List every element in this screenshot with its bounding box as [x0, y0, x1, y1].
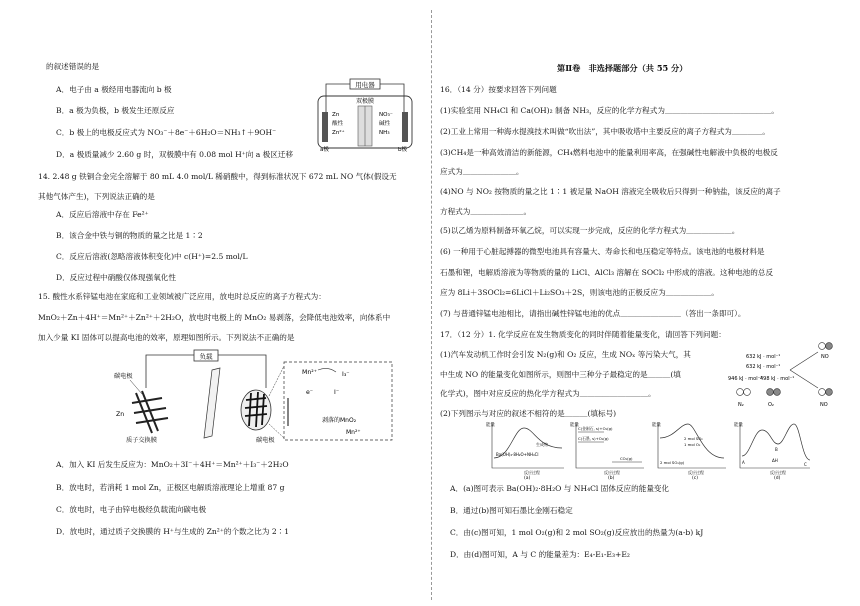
q13-battery-diagram	[306, 78, 424, 152]
graph-c-caption: (c)	[692, 476, 698, 481]
q15-battery-diagram	[106, 348, 396, 446]
q16-item-4-cont: 方程式为＿＿＿＿＿＿＿。	[440, 207, 532, 216]
q14-option-d: D．反应过程中硝酸仅体现强氧化性	[56, 273, 176, 282]
q16-item-3: (3)CH₄是一种高效清洁的新能源，CH₄燃料电池中的能量利用率高，在强碱性电解液中负极的电极反	[440, 148, 778, 157]
q13-acid-label: 酸性	[332, 121, 344, 127]
graph-b-x-label: 反应过程	[604, 470, 620, 475]
graph-a	[486, 421, 564, 481]
q17-part1-line2: 中生成 NO 的能量变化如图所示，则图中三种分子最稳定的是＿＿＿(填	[440, 370, 681, 379]
q13-stem-tail: 的叙述错误的是	[46, 62, 100, 71]
graph-a-y-label: 能量	[486, 423, 495, 428]
graph-b-co2-label: CO₂(g)	[620, 456, 633, 461]
q15-mn-ion-label: Mn²⁺	[302, 369, 318, 376]
q14-option-c: C．反应后溶液(忽略溶液体积变化)中 c(H⁺)=2.5 mol/L	[56, 252, 248, 261]
graph-d-x-label: 反应过程	[770, 470, 786, 475]
graph-b-diamond-label: C(金刚石, s)+O₂(g)	[578, 426, 613, 431]
graph-d-b-label: B	[775, 447, 778, 452]
q13-a-electrode-label: a极	[320, 147, 330, 153]
energy-no-top-label: NO	[821, 354, 829, 360]
graph-d-y-label: 能量	[734, 423, 743, 428]
q15-carbon-electrode-2-label: 碳电极	[256, 437, 275, 444]
q13-zn-label: Zn	[332, 112, 340, 118]
q16-item-5: (5)以乙烯为原料制备环氧乙烷，可以实现一步完成，反应的化学方程式为＿＿＿＿＿＿。	[440, 226, 740, 235]
graph-c-so2-label: 2 mol SO₂	[684, 436, 703, 441]
q15-iodide-label: I⁻	[334, 389, 340, 396]
graph-d-a-label: A	[742, 460, 745, 465]
q15-stem-line3: 加入少量 KI 固体可以提高电池的效率，原理如图所示。下列说法不正确的是	[38, 333, 295, 342]
q17-part2: (2)下列图示与对应的叙述不相符的是＿＿＿(填标号)	[440, 409, 617, 418]
graph-d-dh-label: ΔH	[772, 458, 778, 463]
q17-option-d: D．由(d)图可知，A 与 C 的能量差为：E₄-E₁-E₃+E₂	[450, 550, 630, 559]
graph-c-o2-label: 1 mol O₂	[684, 442, 701, 447]
graph-c-x-label: 反应过程	[688, 470, 704, 475]
graph-a-product-label: 生成物	[536, 442, 548, 447]
q17-part1-line1: (1)汽车发动机工作时会引发 N₂(g)和 O₂ 反应，生成 NOₓ 等污染大气，其	[440, 350, 691, 359]
q15-membrane-label: 质子交换膜	[126, 437, 157, 444]
q16-item-6: (6) 一种用于心脏起搏器的微型电池具有容量大、寿命长和电压稳定等特点。该电池的电极材料是	[440, 247, 765, 256]
q16-item-6-cont2: 应为 8Li＋3SOCl₂=6LiCl＋Li₂SO₃＋2S，则该电池的正极反应为＿＿＿＿＿＿。	[440, 288, 719, 297]
energy-label-2: 632 kJ · mol⁻¹	[746, 364, 781, 370]
q15-electron-label: e⁻	[306, 389, 314, 396]
graph-a-caption: (a)	[524, 476, 531, 481]
q15-peeled-mno2-label: 剥落的MnO₂	[322, 417, 357, 424]
q14-option-a: A．反应后溶液中存在 Fe²⁺	[56, 210, 149, 219]
graph-c	[652, 421, 726, 481]
q16-item-6-cont1: 石墨和锂，电解质溶液为等物质的量的 LiCl、AlCl₃ 溶解在 SOCl₂ 中形成的溶液。这种电池的总反	[440, 268, 774, 277]
q16-item-2: (2)工业上常用一种海水提溴技术叫做“吹出法”，其中吸收塔中主要反应的离子方程式为＿＿＿＿。	[440, 127, 770, 136]
energy-graphs-abcd	[484, 418, 814, 481]
q16-item-4: (4)NO 与 NO₂ 按物质的量之比 1∶1 被足量 NaOH 溶液完全吸收后只得到一种钠盐，该反应的离子	[440, 187, 781, 196]
q15-option-b: B．放电时，若消耗 1 mol Zn，正极区电解质溶液理论上增重 87 g	[56, 483, 285, 492]
q15-option-d: D．放电时，通过质子交换膜的 H⁺与生成的 Zn²⁺的个数之比为 2∶1	[56, 527, 290, 536]
energy-o2-label: O₂	[768, 402, 774, 408]
graph-b	[570, 421, 644, 481]
energy-label-3: 946 kJ · mol⁻¹	[728, 376, 763, 382]
energy-no-bottom-label: NO	[820, 402, 828, 408]
q15-zn-label: Zn	[116, 411, 125, 418]
q15-option-a: A．加入 KI 后发生反应为：MnO₂＋3I⁻＋4H⁺＝Mn²⁺＋I₃⁻＋2H₂O	[56, 460, 289, 469]
q14-stem-line1: 14. 2.48 g 铁铜合金完全溶解于 80 mL 4.0 mol/L 稀硝酸中，得到标准状况下 672 mL NO 气体(假设无	[38, 172, 397, 181]
q16-heading: 16．（14 分）按要求回答下列问题	[440, 85, 557, 94]
q15-carbon-electrode-1-label: 碳电极	[114, 373, 133, 380]
q13-nitrate-label: NO₃⁻	[379, 112, 393, 118]
q14-option-b: B．该合金中铁与铜的物质的量之比是 1∶2	[56, 231, 203, 240]
q16-item-3-cont: 应式为＿＿＿＿＿＿＿。	[440, 167, 524, 176]
q17-option-c: C．由(c)图可知，1 mol O₂(g)和 2 mol SO₂(g)反应放出的热量为(a-b) kJ	[450, 528, 704, 537]
q17-option-b: B．通过(b)图可知石墨比金刚石稳定	[450, 506, 573, 515]
q15-mn-out-label: Mn²⁺	[346, 429, 361, 436]
graph-d-caption: (d)	[774, 476, 781, 481]
q17-option-a: A．(a)图可表示 Ba(OH)₂·8H₂O 与 NH₄Cl 固体反应的能量变化	[450, 484, 670, 493]
q15-stem-line1: 15. 酸性水系锌锰电池在家庭和工业领域被广泛应用，放电时总反应的离子方程式为：	[38, 292, 326, 301]
q13-ammonia-label: NH₃	[379, 130, 390, 136]
q13-option-c: C．b 极上的电极反应式为 NO₃⁻＋8e⁻＋6H₂O＝NH₃↑＋9OH⁻	[56, 128, 277, 137]
graph-c-y-label: 能量	[652, 423, 661, 428]
graph-d	[734, 421, 810, 481]
q15-load-label: 负载	[199, 352, 213, 361]
q13-b-electrode-label: b极	[398, 147, 408, 153]
graph-a-x-label: 反应过程	[524, 470, 540, 475]
graph-d-c-label: C	[804, 462, 807, 467]
q13-option-a: A．电子由 a 极经用电器流向 b 极	[56, 85, 172, 94]
q15-stem-line2: MnO₂＋Zn＋4H⁺＝Mn²⁺＋Zn²⁺＋2H₂O，放电时电极上的 MnO₂ 易剥落，会降低电池效率，向体系中	[38, 313, 391, 322]
q13-device-label: 用电器	[355, 81, 375, 89]
energy-label-4: 498 kJ · mol⁻¹	[760, 376, 795, 382]
graph-a-reactant-label: Ba(OH)₂·8H₂O+NH₄Cl	[496, 452, 539, 457]
q13-option-d: D．a 极质量减少 2.60 g 时，双极膜中有 0.08 mol H⁺向 a 极区迁移	[56, 150, 294, 159]
graph-b-graphite-label: C(石墨, s)+O₂(g)	[578, 436, 609, 441]
q15-i3-label: I₃⁻	[342, 371, 350, 378]
q16-item-7: (7) 与普通锌锰电池相比，请指出碱性锌锰电池的优点＿＿＿＿＿＿＿＿（答出一条即可）。	[440, 309, 746, 318]
q15-option-c: C．放电时，电子由锌电极经负载流向碳电极	[56, 505, 207, 514]
bond-energy-diagram	[730, 340, 840, 410]
q14-stem-line2: 其他气体产生)，下列说法正确的是	[38, 192, 155, 201]
q17-heading: 17．（12 分）1. 化学反应在发生物质变化的同时伴随着能量变化，请回答下列问题：	[440, 330, 726, 339]
q17-part1-line3: 化学式)，图中对应反应的热化学方程式为＿＿＿＿＿＿＿＿＿。	[440, 389, 656, 398]
graph-b-y-label: 能量	[570, 423, 579, 428]
q13-base-label: 碱性	[379, 121, 391, 127]
q13-membrane-label: 双极膜	[355, 98, 375, 105]
energy-n2-label: N₂	[738, 402, 744, 408]
q16-item-1: (1)实验室用 NH₄Cl 和 Ca(OH)₂ 制备 NH₃，反应的化学方程式为＿＿＿＿＿＿＿＿＿＿＿＿＿＿。	[440, 106, 779, 115]
column-divider	[431, 10, 432, 600]
section-title: 第Ⅱ卷 非选择题部分（共 55 分）	[557, 63, 688, 73]
q13-option-b: B．a 极为负极，b 极发生还原反应	[56, 106, 175, 115]
graph-b-caption: (b)	[608, 476, 615, 481]
graph-c-so3-label: 2 mol SO₃(g)	[660, 460, 685, 465]
q13-zn-ion-label: Zn²⁺	[332, 130, 345, 136]
energy-label-1: 632 kJ · mol⁻¹	[746, 354, 781, 360]
